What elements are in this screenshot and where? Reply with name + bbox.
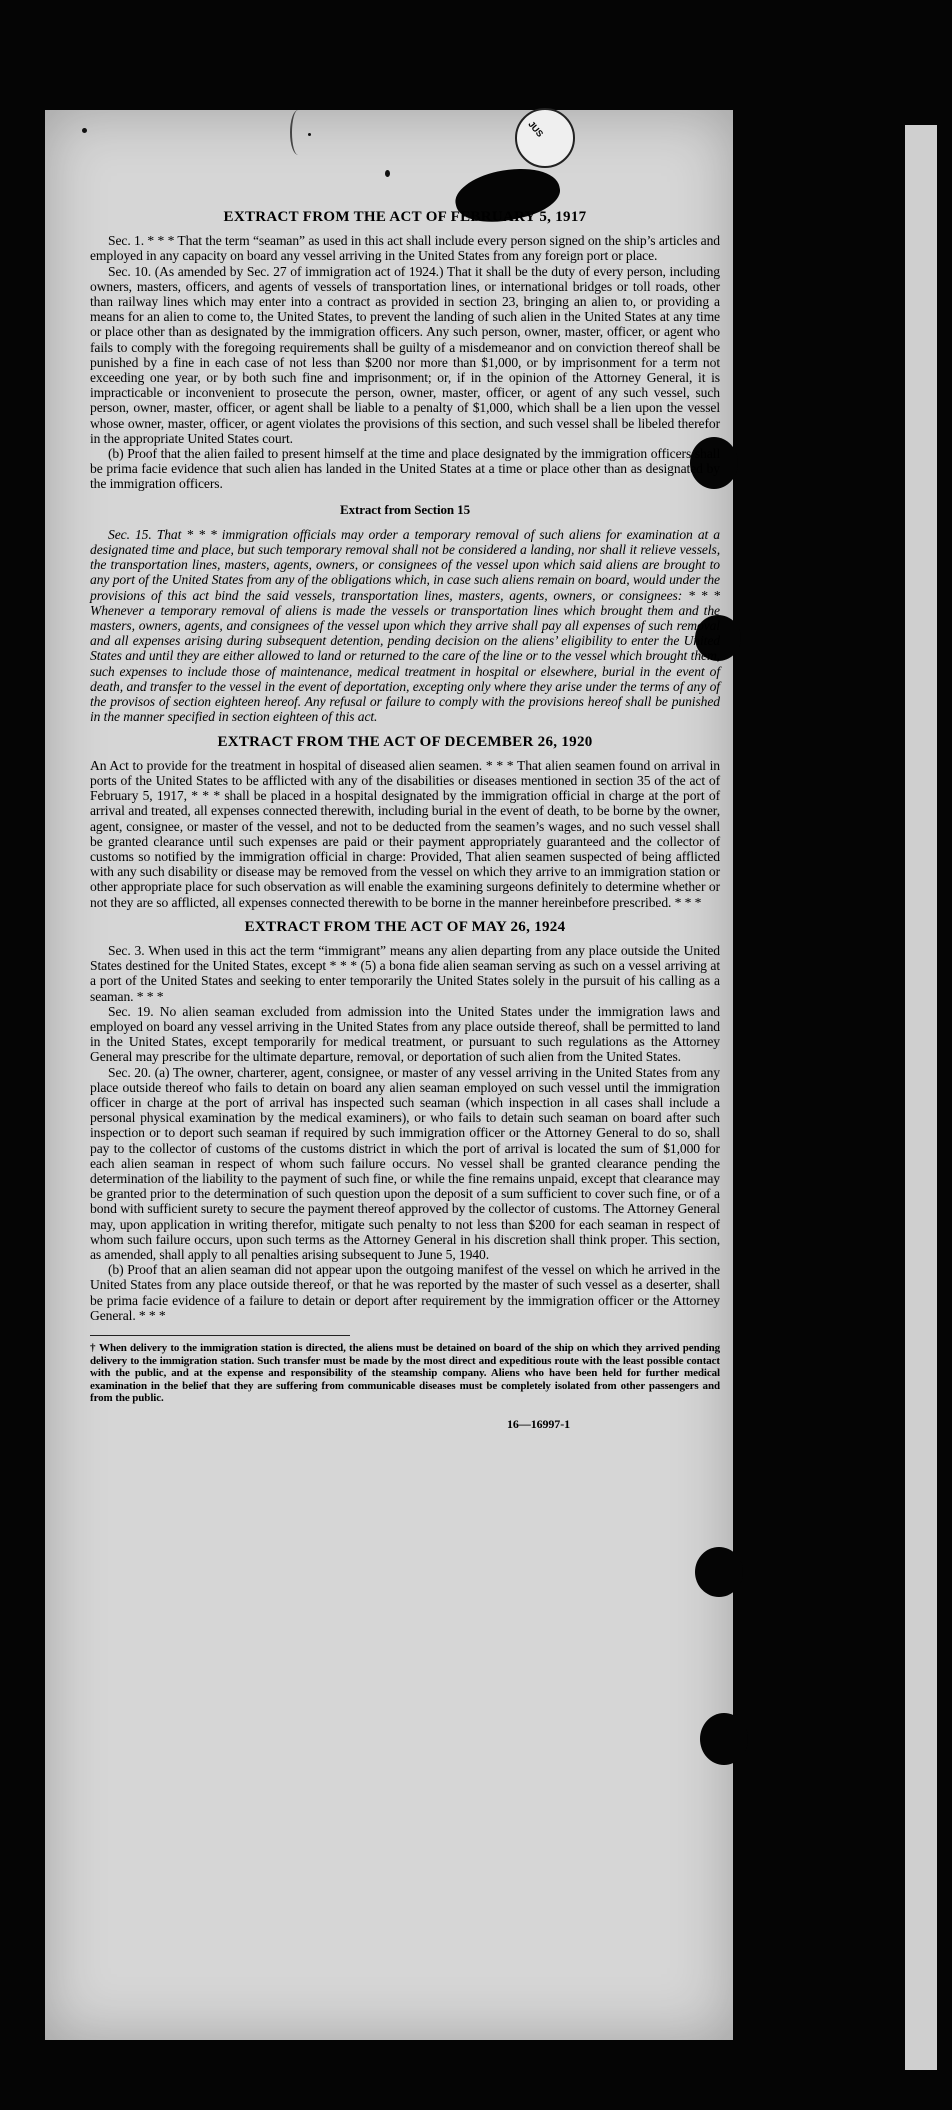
act-1920-heading: EXTRACT FROM THE ACT OF DECEMBER 26, 1920 (217, 733, 593, 750)
punch-hole (700, 1713, 748, 1765)
speck (308, 133, 311, 136)
received-stamp: JUS (515, 108, 575, 168)
document-text (90, 200, 720, 1432)
form-number: 16—16997-1 (507, 1416, 570, 1431)
act-1920-paragraph: An Act to provide for the treatment in hospital of diseased alien seamen. * * * That alien seamen found on arrival in ports of the United States to be afflicted with any of the disabilities or diseases mentioned in section 35 of the act of February 5, 1917, * * * shall be placed in a hospital designated by the immigration official in charge at the port of arrival and treated, all expenses connected therewith, including burial in the event of death, to be borne by the owner, agent, consignee, or master of the vessel, and not to be deducted from the seamen’s wages, and no such vessel shall be granted clearance until such expenses are paid or their payment appropriately guaranteed and the collector of customs so notified by the immigration official in charge: Provided, That alien seamen suspected of being afflicted with any such disability or disease may be removed from the vessel on which they arrive to an immigration station or other appropriate place for such observation as will enable the examining surgeons definitely to determine whether or not they are so afflicted, all expenses connected therewith to be borne in the manner hereinbefore prescribed. * * * (90, 757, 720, 910)
section-15-subheading: Extract from Section 15 (340, 501, 470, 517)
punch-hole (695, 1547, 743, 1597)
act-1924-heading: EXTRACT FROM THE ACT OF MAY 26, 1924 (244, 918, 566, 935)
footnote: † When delivery to the immigration station is directed, the aliens must be detained on board of the ship on which they arrived pending delivery to the immigration station. Such transfer must be made by the most direct and expeditious route with the least possible contact with the public, and at the expense and responsibility of the steamship company. Aliens who have been held for further medical examination in the belief that they are suffering from communicable diseases must be completely isolated from other passengers and from the public. (90, 1342, 720, 1405)
section-1-paragraph: Sec. 1. * * * That the term “seaman” as used in this act shall include every person signed on the ship’s articles and employed in any capacity on board any vessel arriving in the United States from any foreign port or place. (90, 233, 720, 264)
speck (82, 128, 87, 133)
section-20b-paragraph: (b) Proof that an alien seaman did not appear upon the outgoing manifest of the vessel on which he arrived in the United States from any place outside thereof, or that he was reported by the master of such vessel as a deserter, shall be prima facie evidence of a failure to detain or deport after requirement by the immigration officer or the Attorney General. * * * (90, 1262, 720, 1323)
section-10b-paragraph: (b) Proof that the alien failed to present himself at the time and place designated by the immigration officers shall be prima facie evidence that such alien has landed in the United States at a time or place other than as designated by the immigration officers. (90, 446, 720, 492)
speck (385, 170, 390, 177)
footnote-divider (90, 1335, 350, 1336)
adjacent-page-edge (905, 125, 937, 2070)
section-15-paragraph: Sec. 15. That * * * immigration officials may order a temporary removal of such aliens for examination at a designated time and place, but such temporary removal shall not be considered a landing, nor shall it relieve vessels, the transportation lines, masters, agents, owners, or consignees of the vessel upon which said aliens are brought to any port of the United States from any of the obligations which, in case such aliens remain on board, would under the provisions of this act bind the said vessels, transportation lines, masters, agents, owners, or consignees: * * * Whenever a temporary removal of aliens is made the vessels or transportation lines which brought them and the masters, owners, agents, and consignees of the vessel upon which they arrive shall pay all expenses of such removal and all expenses arising during subsequent detention, pending decision on the aliens’ eligibility to enter the United States and until they are either allowed to land or returned to the care of the line or to the vessel which brought them, such expenses to include those of maintenance, medical treatment in hospital or elsewhere, burial in the event of death, and transfer to the vessel in the event of deportation, excepting only where they arise under the terms of any of the provisos of section eighteen hereof. Any refusal or failure to comply with the provisions hereof shall be punished in the manner specified in section eighteen of this act. (90, 526, 720, 725)
paper-crease (290, 110, 306, 155)
section-20a-paragraph: Sec. 20. (a) The owner, charterer, agent, consignee, or master of any vessel arriving in the United States from any place outside thereof who fails to detain on board any alien seaman employed on such vessel until the immigration officer in charge at the port of arrival has inspected such seaman (which inspection in all cases shall include a personal physical examination by the medical examiners), or who fails to detain such seaman on board after such inspection or to deport such seaman if required by such immigration officer or the Attorney General to do so, shall pay to the collector of customs of the customs district in which the port of arrival is located the sum of $1,000 for each alien seaman in respect of whom such failure occurs. No vessel shall be granted clearance pending the determination of the liability to the payment of such fine, or while the fine remains unpaid, except that clearance may be granted prior to the determination of such question upon the deposit of a sum sufficient to cover such fine, or of a bond with sufficient surety to secure the payment thereof approved by the collector of customs. The Attorney General may, upon application in writing therefor, mitigate such penalty to not less than $200 for each seaman in respect of whom such failure occurs, upon such terms as the Attorney General in his discretion shall think proper. This section, as amended, shall apply to all penalties arising subsequent to June 5, 1940. (90, 1064, 720, 1262)
section-19-paragraph: Sec. 19. No alien seaman excluded from admission into the United States under the immigration laws and employed on board any vessel arriving in the United States from any place outside thereof, shall be permitted to land in the United States, except temporarily for medical treatment, or pursuant to such regulations as the Attorney General may prescribe for the ultimate departure, removal, or deportation of such alien from the United States. (90, 1003, 720, 1065)
section-10-paragraph: Sec. 10. (As amended by Sec. 27 of immigration act of 1924.) That it shall be the duty of every person, including owners, masters, officers, and agents of vessels of transportation lines, or international bridges or toll roads, other than railway lines which may enter into a contract as provided in section 23, bringing an alien to, or providing a means for an alien to come to, the United States, to prevent the landing of such alien in the United States at any time or place other than as designated by the immigration officers. Any such person, owner, master, officer, or agent who fails to comply with the foregoing requirements shall be guilty of a misdemeanor and on conviction thereof shall be punished by a fine in each case of not less than $200 nor more than $1,000, or by imprisonment for a term not exceeding one year, or by both such fine and imprisonment; or, if in the opinion of the Attorney General, it is impracticable or inconvenient to prosecute the person, owner, master, officer, or agent of any such vessel, such person, owner, master, officer, or agent shall be liable to a penalty of $1,000, which shall be a lien upon the vessel whose owner, master, officer, or agent violates the provisions of this section, and such vessel shall be libeled therefor in the appropriate United States court. (90, 263, 720, 446)
act-1917-heading: EXTRACT FROM THE ACT OF FEBRUARY 5, 1917 (223, 209, 587, 225)
section-3-paragraph: Sec. 3. When used in this act the term “immigrant” means any alien departing from any place outside the United States destined for the United States, except * * * (5) a bona fide alien seaman serving as such on a vessel arriving at a port of the United States and seeking to enter temporarily the United States solely in the pursuit of his calling as a seaman. * * * (90, 942, 720, 1004)
